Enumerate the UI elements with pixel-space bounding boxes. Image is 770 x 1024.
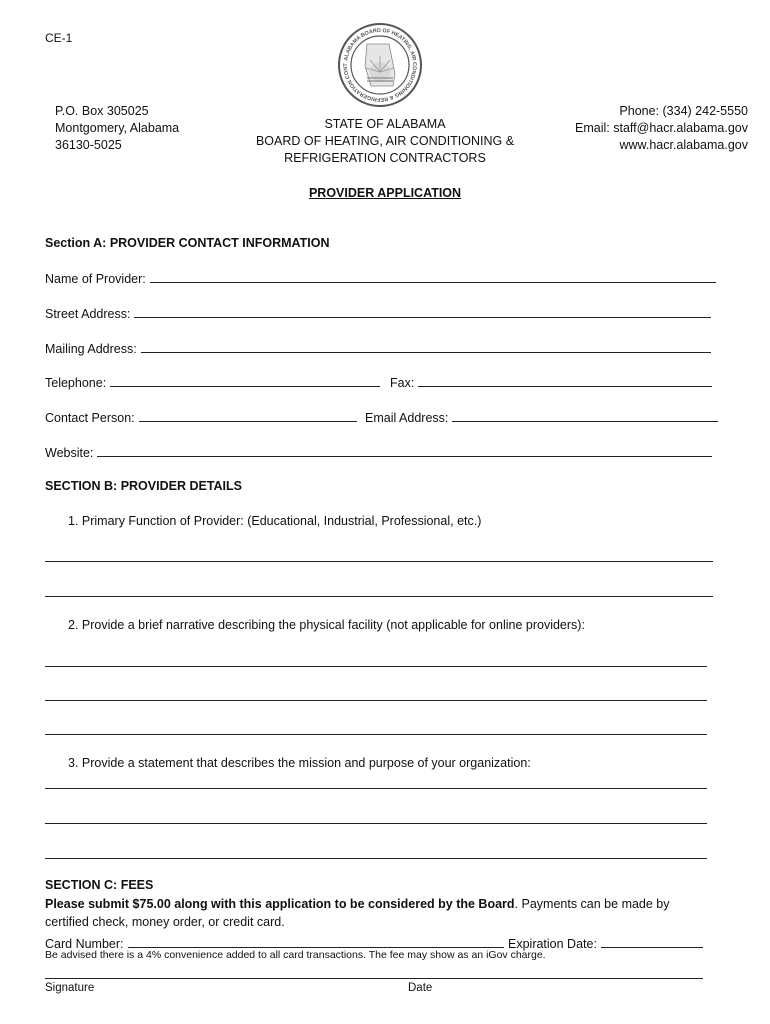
street-address-label: Street Address: [45,307,131,321]
question-2-answer-line-3[interactable] [45,734,707,735]
website-line[interactable] [97,444,712,457]
fee-instructions-line2: certified check, money order, or credit card. [45,915,285,929]
street-address-line[interactable] [134,305,711,318]
mailing-address-line3: 36130-5025 [55,138,122,152]
contact-person-line[interactable] [139,409,357,422]
contact-person-label: Contact Person: [45,411,135,425]
form-title: PROVIDER APPLICATION [308,186,462,200]
email-address-label: Email Address: [365,411,449,425]
telephone-field[interactable] [45,374,380,390]
fee-instructions [45,897,670,911]
agency-line2: BOARD OF HEATING, AIR CONDITIONING & [255,134,515,148]
fee-instructions-bold: Please submit $75.00 along with this application to be considered by the Board [45,897,515,911]
date-label: Date [408,982,433,994]
seal-icon [337,22,423,108]
street-address-field[interactable] [45,305,711,321]
signature-line[interactable] [45,978,703,979]
agency-line3: REFRIGERATION CONTRACTORS [284,151,486,165]
email-address-line[interactable] [452,409,718,422]
telephone-line[interactable] [110,374,380,387]
question-1-answer-line-2[interactable] [45,596,713,597]
agency-seal [337,22,423,108]
card-fee-advisory: Be advised there is a 4% convenience added to all card transactions. The fee may show as an iGov charge. [45,949,546,961]
question-3-answer-line-3[interactable] [45,858,707,859]
question-3-answer-line-2[interactable] [45,823,707,824]
card-number-line[interactable] [128,935,504,948]
agency-line1: STATE OF ALABAMA [324,117,446,131]
mailing-address-line2: Montgomery, Alabama [55,121,180,135]
form-code: CE-1 [45,31,73,45]
question-2-answer-line-1[interactable] [45,666,707,667]
mailing-address-line[interactable] [141,340,711,353]
fax-line[interactable] [418,374,712,387]
contact-website: www.hacr.alabama.gov [619,138,748,152]
card-number-label: Card Number: [45,937,124,951]
provider-name-label: Name of Provider: [45,272,146,286]
question-1: 1. Primary Function of Provider: (Educational, Industrial, Professional, etc.) [68,514,482,528]
signature-label: Signature [45,982,95,994]
telephone-label: Telephone: [45,376,107,390]
website-field[interactable] [45,444,712,460]
provider-name-field[interactable] [45,270,716,286]
provider-name-line[interactable] [150,270,716,283]
expiration-date-label: Expiration Date: [508,937,597,951]
section-a-heading: Section A: PROVIDER CONTACT INFORMATION [45,236,330,250]
website-label: Website: [45,446,94,460]
mailing-address-label: Mailing Address: [45,342,137,356]
mailing-address-line1: P.O. Box 305025 [55,104,149,118]
contact-phone: Phone: (334) 242-5550 [619,104,748,118]
section-c-heading: SECTION C: FEES [45,878,154,892]
question-2: 2. Provide a brief narrative describing the physical facility (not applicable for online providers): [68,618,585,632]
fee-instructions-rest: . Payments can be made by [514,897,670,911]
email-address-field[interactable] [365,409,718,425]
fax-field[interactable] [390,374,712,390]
question-2-answer-line-2[interactable] [45,700,707,701]
contact-email: Email: staff@hacr.alabama.gov [575,121,748,135]
section-b-heading: SECTION B: PROVIDER DETAILS [45,479,243,493]
question-1-answer-line-1[interactable] [45,561,713,562]
svg-text:ALABAMA BOARD OF HEATING, AIR: ALABAMA BOARD OF HEATING, AIR CONDITIONING & REFRIGERATION CONT [342,27,418,103]
question-3: 3. Provide a statement that describes the mission and purpose of your organization: [68,756,531,770]
question-3-answer-line-1[interactable] [45,788,707,789]
mailing-address-field[interactable] [45,340,711,356]
fax-label: Fax: [390,376,415,390]
contact-person-field[interactable] [45,409,357,425]
expiration-date-line[interactable] [601,935,703,948]
